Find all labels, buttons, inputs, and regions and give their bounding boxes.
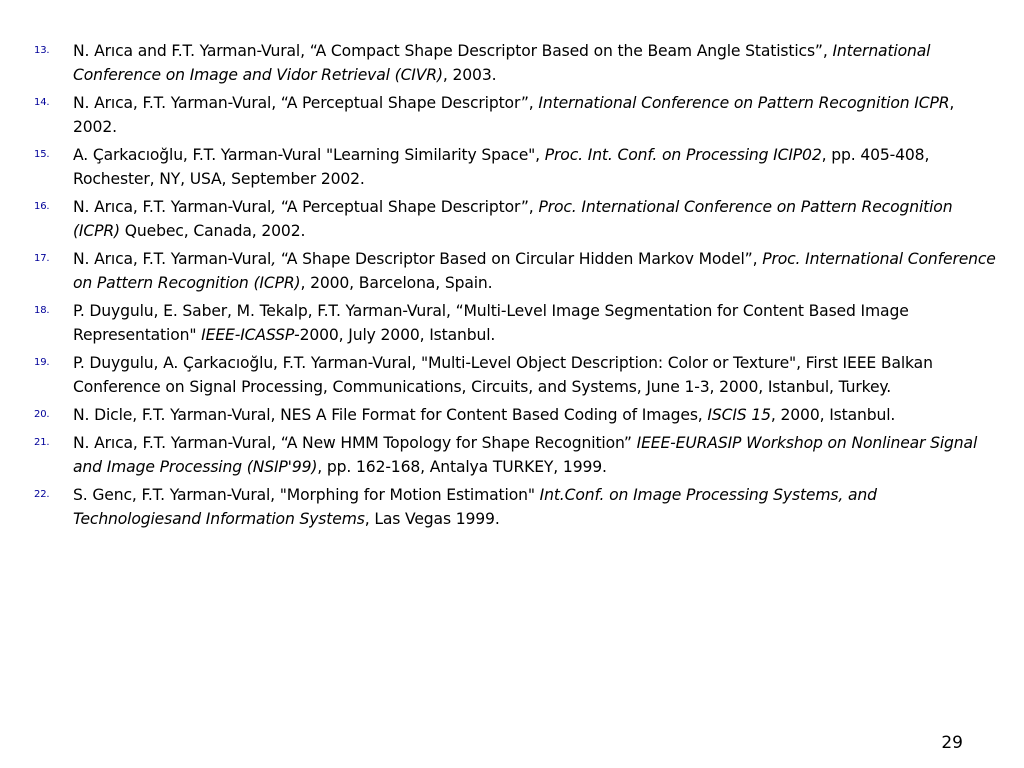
reference-venue: IEEE-ICASSP [201,326,295,344]
reference-text [73,146,929,188]
reference-text [73,250,996,292]
reference-number: 13. [34,45,50,56]
reference-item [0,403,1024,427]
reference-venue: IEEE-EURASIP Workshop on Nonlinear Signal and Image Processing (NSIP'99) [73,434,978,476]
reference-segment: N. Arıca, F.T. Yarman-Vural [73,250,272,268]
reference-venue: International Conference on Pattern Recognition ICPR [538,94,950,112]
reference-number: 18. [34,305,50,316]
reference-text [73,434,977,476]
reference-segment: , pp. 162-168, Antalya TURKEY, 1999. [317,458,607,476]
reference-segment: , 2002. [73,94,955,136]
reference-segment: N. Arıca, F.T. Yarman-Vural, “A New HMM Topology for Shape Recognition” [73,434,637,452]
reference-segment: “A Shape Descriptor Based on Circular Hidden Markov Model”, [276,250,763,268]
page-number: 29 [941,733,963,753]
reference-text [73,302,909,344]
reference-venue: Int.Conf. on Image Processing Systems, and Technologiesand Information Systems [73,486,877,528]
reference-segment: P. Duygulu, A. Çarkacıoğlu, F.T. Yarman-Vural, "Multi-Level Object Description: Color or Texture", First IEEE Balkan Conference on Signal Processing, Communications, Circuits, and Systems, June 1-3, 2000, Istanbul, Turkey. [73,354,933,396]
reference-number: 19. [34,357,50,368]
reference-number: 16. [34,201,50,212]
reference-text [73,198,952,240]
reference-segment: , 2003. [442,66,497,84]
reference-venue: Proc. International Conference on Pattern Recognition (ICPR) [73,250,996,292]
reference-number: 22. [34,489,50,500]
reference-number: 17. [34,253,50,264]
reference-item [0,299,1024,347]
reference-venue: , [271,250,277,268]
reference-segment: N. Dicle, F.T. Yarman-Vural, NES A File Format for Content Based Coding of Images, [73,406,708,424]
reference-segment: , Las Vegas 1999. [364,510,500,528]
reference-venue: International Conference on Image and Vidor Retrieval (CIVR) [73,42,931,84]
reference-segment: N. Arıca, F.T. Yarman-Vural [73,198,272,216]
reference-venue: ISCIS 15 [707,406,771,424]
reference-text [73,486,877,528]
reference-segment: N. Arıca and F.T. Yarman-Vural, “A Compact Shape Descriptor Based on the Beam Angle Statistics”, [73,42,833,60]
reference-item [0,431,1024,479]
reference-number: 20. [34,409,50,420]
reference-segment: A. Çarkacıoğlu, F.T. Yarman-Vural "Learning Similarity Space", [73,146,545,164]
reference-venue: Proc. International Conference on Pattern Recognition (ICPR) [73,198,953,240]
reference-segment: , pp. 405-408, Rochester, NY, USA, September 2002. [73,146,930,188]
reference-segment: , 2000, Istanbul. [770,406,896,424]
reference-venue: , [271,198,277,216]
reference-item [0,91,1024,139]
reference-segment: S. Genc, F.T. Yarman-Vural, "Morphing for Motion Estimation" [73,486,540,504]
reference-venue: Proc. Int. Conf. on Processing ICIP02 [544,146,822,164]
reference-segment: “A Perceptual Shape Descriptor”, [276,198,539,216]
reference-text [73,354,933,396]
reference-text [73,42,930,84]
reference-text [73,406,895,424]
reference-segment: Quebec, Canada, 2002. [120,222,306,240]
reference-text [73,94,954,136]
reference-item [0,351,1024,399]
reference-item [0,143,1024,191]
reference-number: 21. [34,437,50,448]
reference-item [0,39,1024,87]
reference-item [0,195,1024,243]
reference-segment: N. Arıca, F.T. Yarman-Vural, “A Perceptual Shape Descriptor”, [73,94,539,112]
reference-number: 14. [34,97,50,108]
reference-list [0,39,1024,535]
reference-segment: -2000, July 2000, Istanbul. [294,326,496,344]
reference-item [0,247,1024,295]
reference-segment: , 2000, Barcelona, Spain. [300,274,493,292]
reference-number: 15. [34,149,50,160]
reference-segment: P. Duygulu, E. Saber, M. Tekalp, F.T. Yarman-Vural, “Multi-Level Image Segmentation for Content Based Image Representation" [73,302,909,344]
reference-item [0,483,1024,531]
